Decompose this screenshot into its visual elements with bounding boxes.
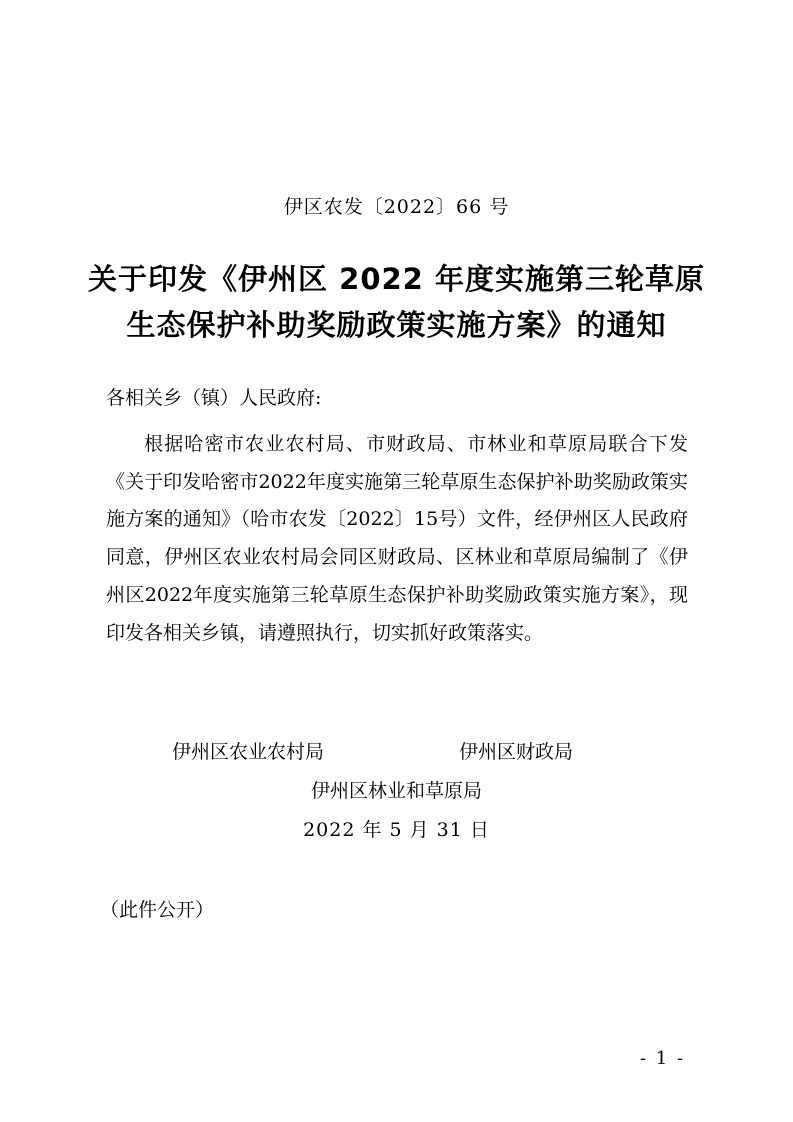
document-title-line-2: 生态保护补助奖励政策实施方案》的通知	[126, 308, 667, 342]
disclosure-note: （此件公开）	[100, 899, 215, 921]
page-number: - 1 -	[640, 1048, 686, 1069]
body-text	[106, 426, 688, 652]
document-number: 伊区农发〔2022〕66 号	[283, 196, 510, 218]
salutation: 各相关乡（镇）人民政府:	[106, 387, 322, 409]
signer-finance-bureau: 伊州区财政局	[459, 741, 574, 763]
issue-date: 2022 年 5 月 31 日	[303, 819, 490, 841]
signer-forestry-grassland-bureau: 伊州区林业和草原局	[310, 780, 482, 802]
document-title	[60, 256, 733, 348]
body-paragraph: 根据哈密市农业农村局、市财政局、市林业和草原局联合下发《关于印发哈密市2022年度实施第三轮草原生态保护补助奖励政策实施方案的通知》（哈市农发〔2022〕15号）文件，经伊州区人民政府同意，伊州区农业农村局会同区财政局、区林业和草原局编制了《伊州区2022年度实施第三轮草原生态保护补助奖励政策实施方案》，现印发各相关乡镇，请遵照执行，切实抓好政策落实。	[106, 433, 688, 644]
document-title-line-1: 关于印发《伊州区 2022 年度实施第三轮草原	[88, 262, 705, 296]
signer-agriculture-bureau: 伊州区农业农村局	[172, 741, 325, 763]
